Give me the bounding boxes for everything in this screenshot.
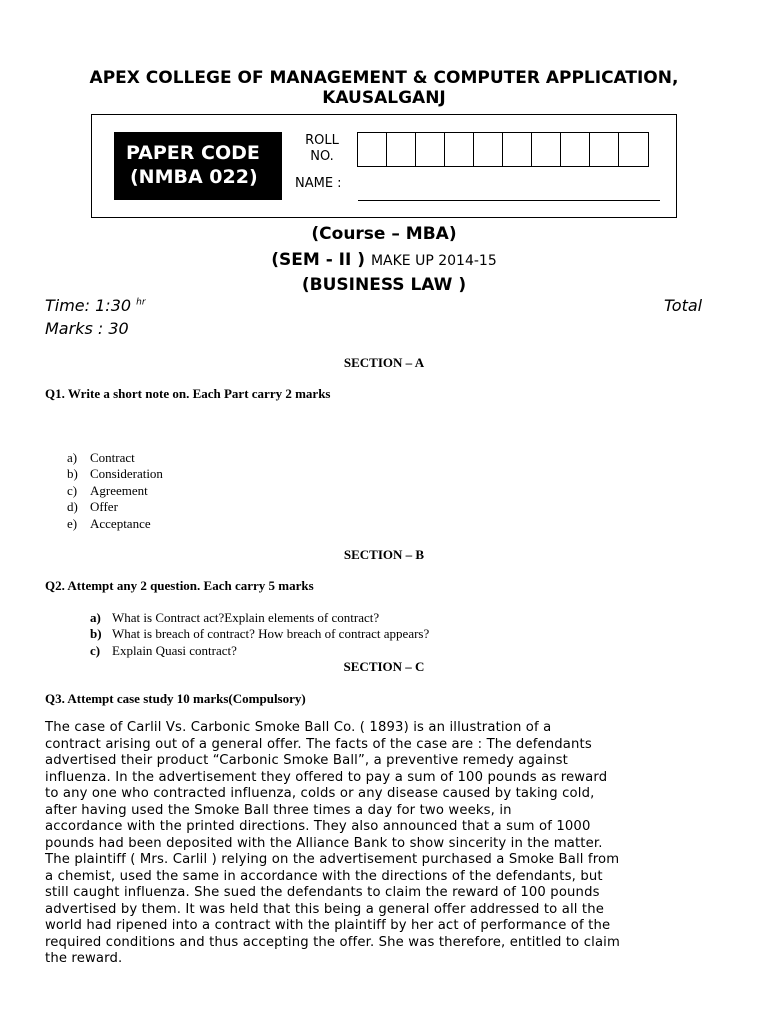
section-c-title: SECTION – C [343, 659, 425, 674]
list-item: b) What is breach of contract? How breach of contract appears? [90, 626, 430, 642]
roll-no-cell[interactable] [416, 133, 445, 166]
time-line [45, 296, 146, 315]
paper-code-value: (NMBA 022) [130, 166, 258, 188]
paper-code-block [114, 132, 282, 200]
section-b-title: SECTION – B [343, 547, 425, 562]
list-item: a) Contract [67, 450, 135, 465]
college-header [0, 68, 768, 108]
list-item: d) Offer [67, 499, 118, 515]
roll-no-cell[interactable] [387, 133, 416, 166]
roll-no-cell[interactable] [561, 133, 590, 166]
subject-title: (BUSINESS LAW ) [301, 275, 467, 295]
section-a-list [67, 450, 163, 532]
list-item: e) Acceptance [67, 515, 151, 531]
roll-no-label: ROLL NO. [305, 133, 339, 164]
question-3: Q3. Attempt case study 10 marks(Compulsory) [45, 691, 306, 706]
roll-no-grid[interactable] [357, 132, 649, 167]
case-study-text: The case of Carlil Vs. Carbonic Smoke Ball Co. ( 1893) is an illustration of a contract arising out of a general offer. The facts of the case are : The defendants advertised their product “Carbonic Smoke Ball”, a preventive remedy against influenza. In the advertisement they offered to pay a sum of 100 pounds as reward to any one who contracted influenza, colds or any disease caused by taking cold, after having used the Smoke Ball three times a day for two weeks, in accordance with the printed directions. They also announced that a sum of 1000 pounds had been deposited with the Alliance Bank to show sincerity in the matter. The plaintiff ( Mrs. Carlil ) relying on the advertisement purchased a Smoke Ball from a chemist, used the same in accordance with the directions of the defendants, but still caught influenza. She sued the defendants to claim the reward of 100 pounds advertised by them. It was held that this being a general offer addressed to all the world had ripened into a contract with the plaintiff by her act of performance of the required conditions and thus accepting the offer. She was therefore, entitled to claim the reward. [45, 720, 620, 966]
semester: (SEM - II ) [271, 250, 366, 270]
college-name-line1: APEX COLLEGE OF MANAGEMENT & COMPUTER APPLICATION, [89, 68, 679, 88]
list-item: a) What is Contract act?Explain elements of contract? [90, 610, 380, 625]
name-field[interactable] [358, 200, 660, 201]
list-item: c) Agreement [67, 482, 148, 498]
makeup-year: MAKE UP 2014-15 [370, 253, 497, 269]
total-label: Total [664, 296, 703, 315]
roll-no-cell[interactable] [619, 133, 648, 166]
roll-no-cell[interactable] [445, 133, 474, 166]
roll-no-cell[interactable] [590, 133, 619, 166]
time-unit: hr [136, 297, 146, 308]
roll-no-cell[interactable] [358, 133, 387, 166]
roll-no-cell[interactable] [474, 133, 503, 166]
section-b-list [90, 610, 429, 659]
list-item: c) Explain Quasi contract? [90, 642, 237, 658]
semester-line [0, 250, 768, 270]
roll-no-cell[interactable] [532, 133, 561, 166]
list-item: b) Consideration [67, 466, 163, 482]
section-a-title: SECTION – A [343, 355, 425, 370]
roll-no-cell[interactable] [503, 133, 532, 166]
marks-value: Marks : 30 [45, 319, 129, 338]
college-name-line2: KAUSALGANJ [322, 88, 446, 108]
name-label: NAME : [295, 176, 342, 191]
course-line: (Course – MBA) [311, 224, 457, 244]
time-value: Time: 1:30 [45, 296, 132, 315]
question-2: Q2. Attempt any 2 question. Each carry 5 marks [45, 578, 314, 593]
question-1: Q1. Write a short note on. Each Part carry 2 marks [45, 386, 331, 401]
paper-code-label: PAPER CODE [126, 142, 260, 164]
